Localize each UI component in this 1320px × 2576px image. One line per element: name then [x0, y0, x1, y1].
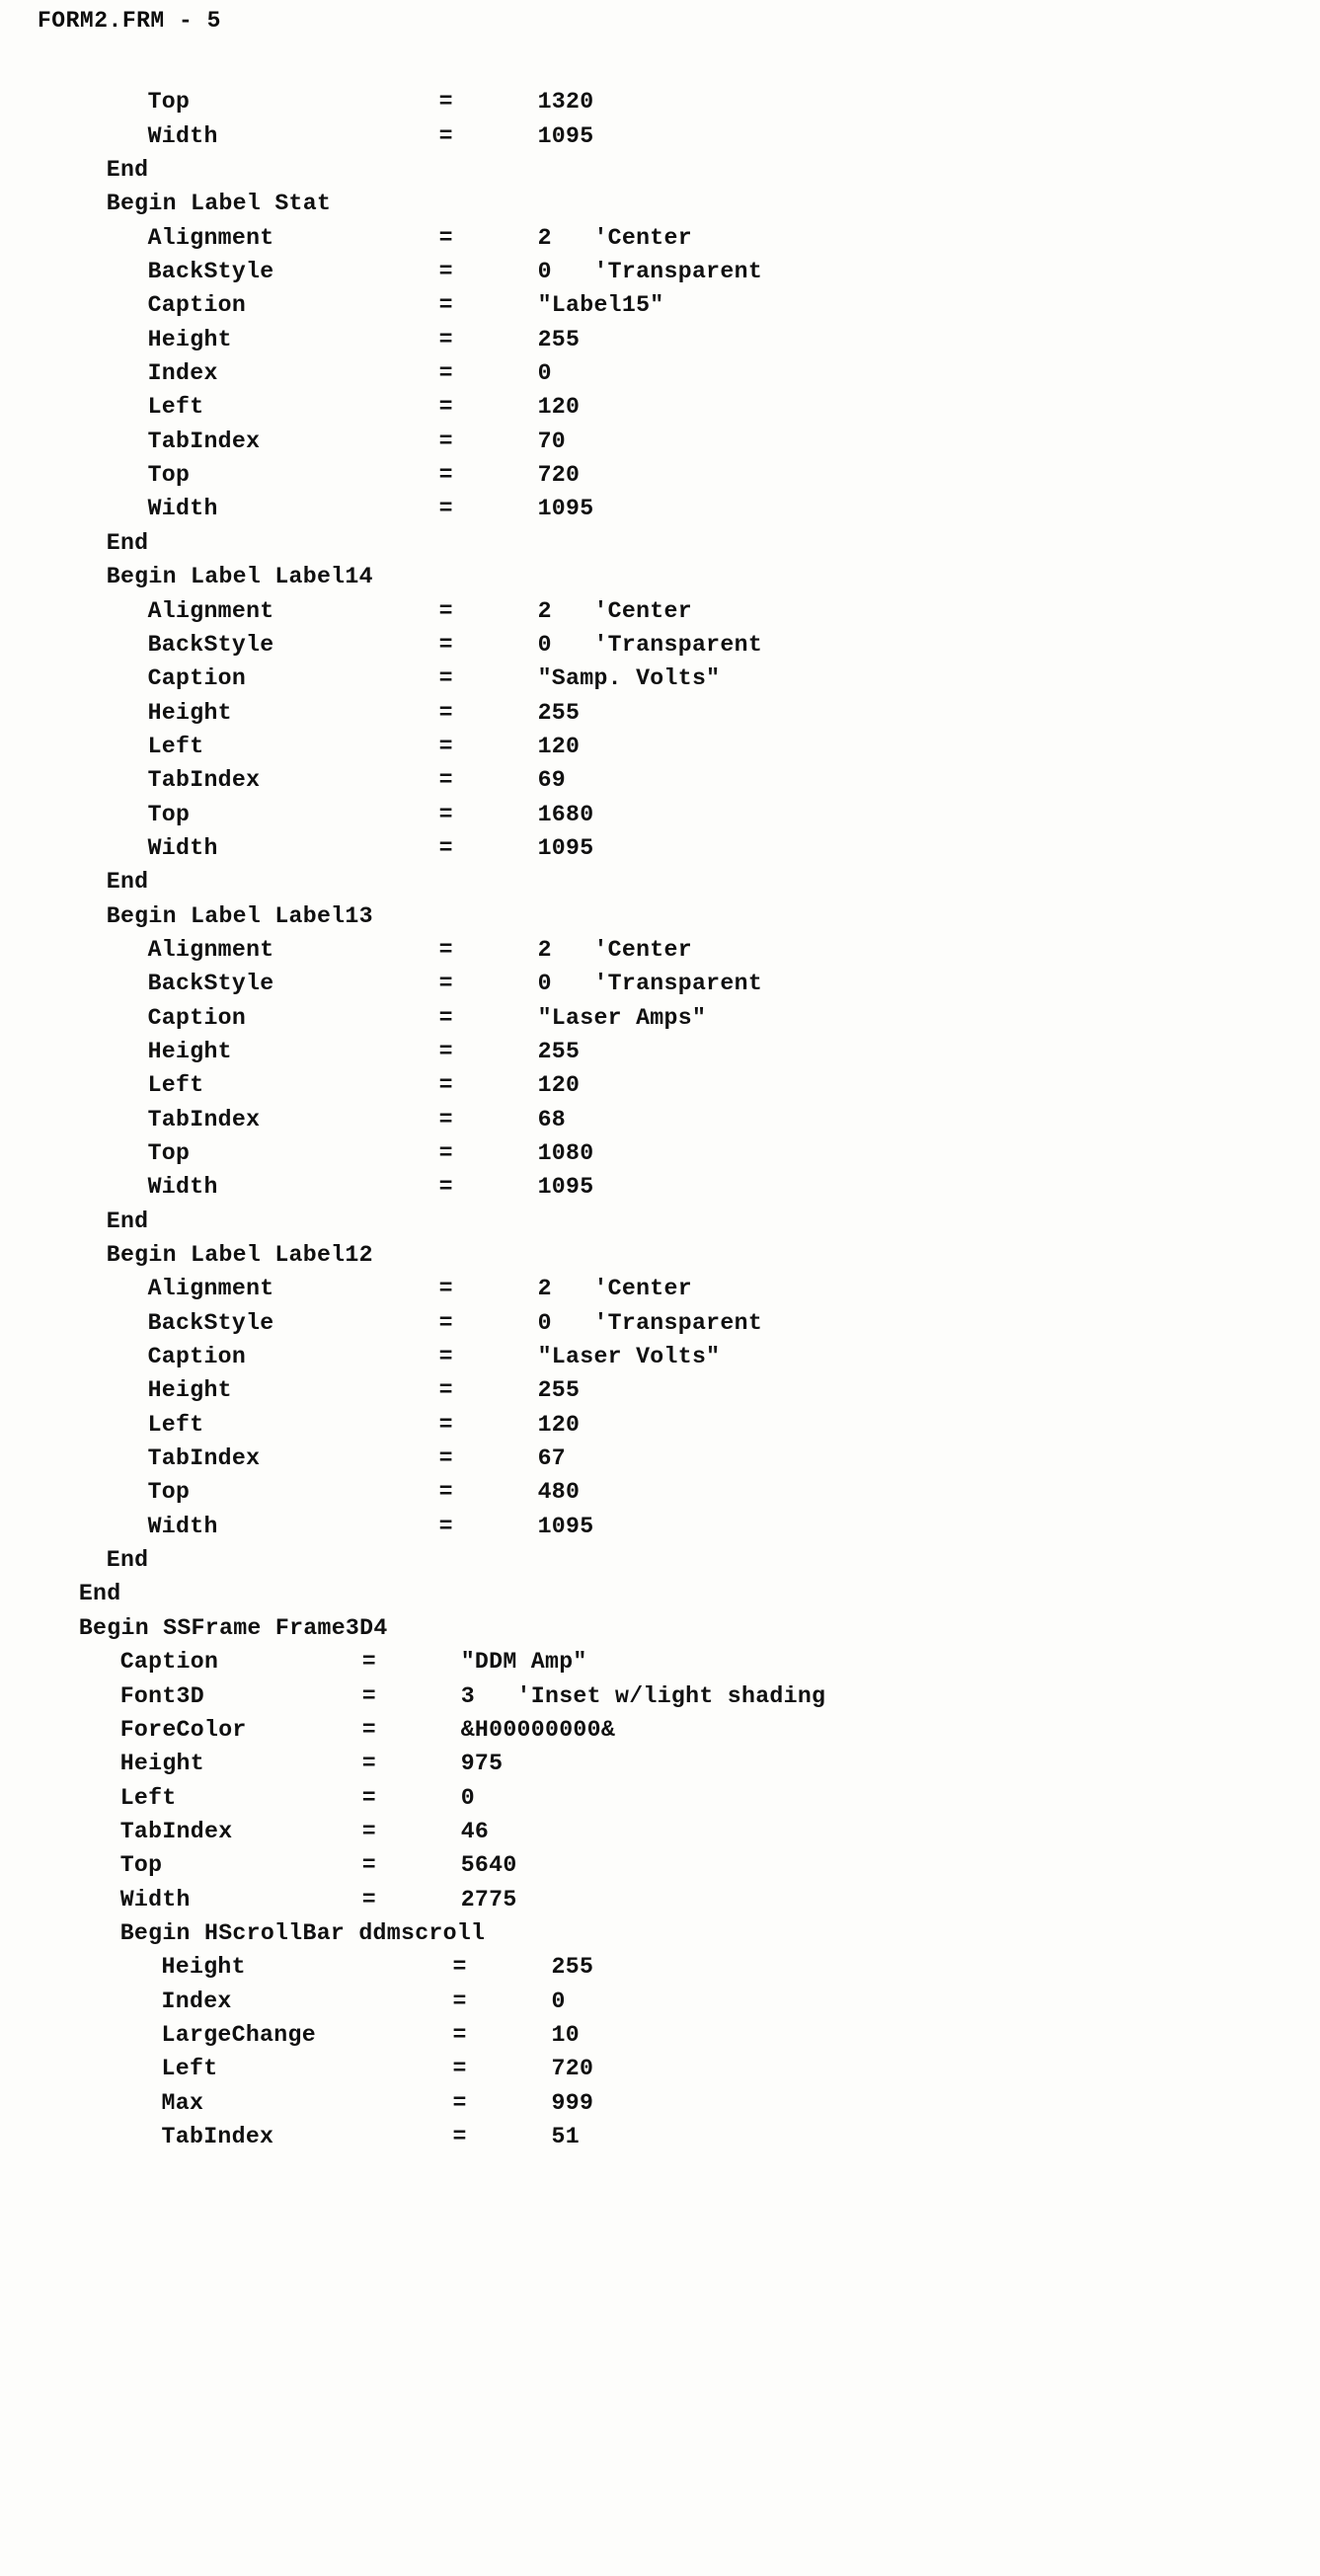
property-name: Index	[161, 1988, 232, 2014]
code-indent	[38, 526, 107, 560]
code-property-row	[38, 1510, 1291, 1543]
code-statement-line	[38, 1611, 1291, 1645]
property-equals-sign: =	[438, 259, 453, 285]
code-indent	[38, 1205, 107, 1238]
property-equals-sign: =	[438, 292, 453, 319]
property-value: 720	[537, 462, 581, 489]
property-equals-sign: =	[452, 2123, 467, 2149]
code-statement-text: End	[106, 869, 149, 896]
code-indent	[38, 492, 148, 525]
property-value: 255	[537, 699, 581, 726]
code-indent	[38, 390, 148, 424]
property-equals-sign: =	[438, 1513, 453, 1539]
code-indent	[38, 458, 148, 492]
property-equals-sign: =	[438, 428, 453, 454]
code-indent	[38, 1136, 148, 1170]
property-value: 2 'Center	[537, 1276, 692, 1302]
property-value: 67	[537, 1445, 567, 1472]
property-name: Top	[147, 1140, 191, 1166]
property-name: Height	[147, 699, 232, 726]
property-equals-sign: =	[438, 1479, 453, 1506]
code-indent	[38, 1510, 148, 1543]
code-property-row	[38, 1442, 1291, 1475]
code-indent	[38, 933, 148, 967]
property-equals-sign: =	[438, 224, 453, 251]
property-equals-sign: =	[438, 1004, 453, 1031]
property-value: 0 'Transparent	[537, 1309, 763, 1336]
code-property-row	[38, 356, 1291, 390]
property-name: TabIndex	[119, 1818, 233, 1844]
code-indent	[38, 1916, 120, 1950]
code-indent	[38, 2086, 162, 2120]
code-indent	[38, 221, 148, 255]
property-name: Width	[147, 122, 218, 149]
code-indent	[38, 356, 148, 390]
property-value: 120	[537, 1072, 581, 1099]
code-statement-line	[38, 526, 1291, 560]
code-statement-text: Begin HScrollBar ddmscroll	[119, 1919, 486, 1946]
code-property-row	[38, 1848, 1291, 1882]
code-indent	[38, 255, 148, 288]
code-indent	[38, 730, 148, 763]
code-statement-line	[38, 187, 1291, 220]
property-name: Caption	[147, 1004, 247, 1031]
property-value: 975	[460, 1751, 504, 1777]
property-equals-sign: =	[438, 699, 453, 726]
code-property-row	[38, 763, 1291, 797]
code-property-row	[38, 1103, 1291, 1136]
property-name: Top	[147, 462, 191, 489]
property-name: BackStyle	[147, 631, 274, 658]
property-value: 720	[551, 2056, 594, 2082]
property-equals-sign: =	[452, 1988, 467, 2014]
code-property-row	[38, 390, 1291, 424]
code-property-row	[38, 1001, 1291, 1035]
code-indent	[38, 628, 148, 662]
property-equals-sign: =	[438, 1038, 453, 1064]
property-equals-sign: =	[438, 665, 453, 692]
code-indent	[38, 865, 107, 898]
property-value: 2 'Center	[537, 597, 692, 624]
property-name: Caption	[119, 1649, 219, 1676]
property-value: 70	[537, 428, 567, 454]
code-property-row	[38, 1747, 1291, 1780]
code-statement-line	[38, 1238, 1291, 1272]
code-property-row	[38, 1679, 1291, 1713]
code-property-row	[38, 85, 1291, 118]
property-name: TabIndex	[147, 1445, 261, 1472]
property-equals-sign: =	[438, 631, 453, 658]
code-statement-text: End	[106, 529, 149, 556]
code-statement-text: Begin Label Stat	[106, 191, 332, 217]
property-name: Caption	[147, 1344, 247, 1370]
code-property-row	[38, 967, 1291, 1000]
property-equals-sign: =	[438, 936, 453, 963]
property-equals-sign: =	[361, 1716, 376, 1743]
code-indent	[38, 1373, 148, 1407]
code-property-row	[38, 2018, 1291, 2052]
code-property-row	[38, 1306, 1291, 1340]
code-indent	[38, 2052, 162, 2085]
code-property-row	[38, 1170, 1291, 1204]
code-indent	[38, 1475, 148, 1509]
property-value: 0 'Transparent	[537, 259, 763, 285]
property-equals-sign: =	[438, 1140, 453, 1166]
code-property-row	[38, 1136, 1291, 1170]
property-equals-sign: =	[361, 1886, 376, 1912]
property-equals-sign: =	[438, 496, 453, 522]
code-indent	[38, 831, 148, 865]
property-name: Left	[161, 2056, 218, 2082]
code-property-row	[38, 1475, 1291, 1509]
property-equals-sign: =	[438, 360, 453, 387]
code-indent	[38, 1001, 148, 1035]
property-name: TabIndex	[147, 428, 261, 454]
property-value: "DDM Amp"	[460, 1649, 587, 1676]
code-property-row	[38, 458, 1291, 492]
property-name: Left	[147, 1072, 204, 1099]
code-statement-text: End	[106, 1208, 149, 1234]
code-statement-line	[38, 1543, 1291, 1577]
code-indent	[38, 323, 148, 356]
code-property-row	[38, 831, 1291, 865]
code-statement-text: Begin Label Label13	[106, 902, 373, 929]
code-property-row	[38, 119, 1291, 153]
code-property-row	[38, 1373, 1291, 1407]
property-name: ForeColor	[119, 1716, 247, 1743]
code-property-row	[38, 1815, 1291, 1848]
property-value: 2775	[460, 1886, 517, 1912]
property-equals-sign: =	[438, 801, 453, 827]
property-name: Caption	[147, 665, 247, 692]
property-value: 255	[537, 1038, 581, 1064]
property-equals-sign: =	[438, 834, 453, 861]
property-equals-sign: =	[452, 2021, 467, 2048]
code-indent	[38, 1068, 148, 1102]
property-equals-sign: =	[438, 971, 453, 997]
code-property-row	[38, 2120, 1291, 2153]
property-value: 3 'Inset w/light shading	[460, 1682, 826, 1709]
property-equals-sign: =	[438, 597, 453, 624]
property-name: Top	[147, 89, 191, 116]
property-equals-sign: =	[361, 1751, 376, 1777]
property-name: Height	[147, 326, 232, 352]
property-name: BackStyle	[147, 971, 274, 997]
code-indent	[38, 85, 148, 118]
property-value: 0	[551, 1988, 566, 2014]
code-property-row	[38, 628, 1291, 662]
property-name: Width	[147, 496, 218, 522]
property-name: Alignment	[147, 1276, 274, 1302]
code-indent	[38, 153, 107, 187]
code-indent	[38, 425, 148, 458]
property-name: Max	[161, 2089, 204, 2116]
property-value: 1095	[537, 834, 594, 861]
property-value: "Samp. Volts"	[537, 665, 721, 692]
property-value: 46	[460, 1818, 490, 1844]
property-equals-sign: =	[452, 1954, 467, 1981]
code-statement-line	[38, 153, 1291, 187]
property-value: 255	[551, 1954, 594, 1981]
code-statement-line	[38, 560, 1291, 593]
code-indent	[38, 119, 148, 153]
code-indent	[38, 1103, 148, 1136]
code-property-row	[38, 662, 1291, 695]
property-value: 5640	[460, 1852, 517, 1879]
property-value: 1680	[537, 801, 594, 827]
code-property-row	[38, 1713, 1291, 1747]
property-value: 0	[460, 1784, 475, 1811]
property-equals-sign: =	[438, 733, 453, 759]
property-equals-sign: =	[438, 1174, 453, 1201]
code-property-row	[38, 323, 1291, 356]
code-statement-text: End	[78, 1581, 121, 1607]
property-name: Left	[147, 733, 204, 759]
code-property-row	[38, 1781, 1291, 1815]
code-indent	[38, 1848, 120, 1882]
code-indent	[38, 1306, 148, 1340]
page-header: FORM2.FRM - 5	[38, 8, 221, 34]
property-name: Width	[119, 1886, 191, 1912]
code-indent	[38, 187, 107, 220]
property-name: Left	[147, 1411, 204, 1438]
property-equals-sign: =	[452, 2089, 467, 2116]
property-value: 255	[537, 326, 581, 352]
code-statement-text: Begin Label Label12	[106, 1242, 373, 1269]
code-statement-text: End	[106, 1547, 149, 1574]
code-indent	[38, 763, 148, 797]
code-property-row	[38, 730, 1291, 763]
property-name: Height	[119, 1751, 204, 1777]
code-indent	[38, 1543, 107, 1577]
property-name: Height	[147, 1377, 232, 1404]
code-indent	[38, 1408, 148, 1442]
code-indent	[38, 1577, 79, 1610]
code-indent	[38, 288, 148, 322]
code-indent	[38, 560, 107, 593]
property-value: 255	[537, 1377, 581, 1404]
property-equals-sign: =	[438, 1445, 453, 1472]
property-value: 68	[537, 1106, 567, 1132]
property-name: Caption	[147, 292, 247, 319]
property-value: "Laser Amps"	[537, 1004, 707, 1031]
code-property-row	[38, 1645, 1291, 1678]
property-value: 10	[551, 2021, 580, 2048]
property-name: LargeChange	[161, 2021, 316, 2048]
property-value: 480	[537, 1479, 581, 1506]
code-indent	[38, 1815, 120, 1848]
property-name: BackStyle	[147, 259, 274, 285]
code-indent	[38, 1747, 120, 1780]
property-value: 1095	[537, 1513, 594, 1539]
code-indent	[38, 1272, 148, 1305]
property-equals-sign: =	[438, 1411, 453, 1438]
code-indent	[38, 1035, 148, 1068]
property-equals-sign: =	[438, 1276, 453, 1302]
code-statement-line	[38, 1577, 1291, 1610]
property-name: Index	[147, 360, 218, 387]
property-equals-sign: =	[438, 394, 453, 421]
code-indent	[38, 1611, 79, 1645]
property-equals-sign: =	[438, 1309, 453, 1336]
code-statement-line	[38, 865, 1291, 898]
property-value: 999	[551, 2089, 594, 2116]
code-property-row	[38, 1035, 1291, 1068]
property-equals-sign: =	[452, 2056, 467, 2082]
property-value: 120	[537, 394, 581, 421]
code-indent	[38, 1713, 120, 1747]
property-value: 0	[537, 360, 552, 387]
code-property-row	[38, 696, 1291, 730]
property-value: "Label15"	[537, 292, 664, 319]
code-indent	[38, 1679, 120, 1713]
property-equals-sign: =	[438, 122, 453, 149]
property-name: Width	[147, 834, 218, 861]
code-property-row	[38, 2052, 1291, 2085]
property-equals-sign: =	[438, 89, 453, 116]
code-indent	[38, 2018, 162, 2052]
code-property-row	[38, 798, 1291, 831]
code-indent	[38, 1883, 120, 1916]
code-property-row	[38, 933, 1291, 967]
code-indent	[38, 1950, 162, 1984]
property-equals-sign: =	[438, 1344, 453, 1370]
property-name: Top	[147, 1479, 191, 1506]
code-property-row	[38, 1340, 1291, 1373]
property-name: Alignment	[147, 224, 274, 251]
code-property-row	[38, 2086, 1291, 2120]
property-name: TabIndex	[147, 1106, 261, 1132]
code-statement-line	[38, 899, 1291, 933]
property-name: Height	[147, 1038, 232, 1064]
property-name: BackStyle	[147, 1309, 274, 1336]
code-indent	[38, 594, 148, 628]
property-equals-sign: =	[361, 1649, 376, 1676]
property-value: 0 'Transparent	[537, 631, 763, 658]
code-indent	[38, 967, 148, 1000]
code-property-row	[38, 1068, 1291, 1102]
property-value: 0 'Transparent	[537, 971, 763, 997]
property-equals-sign: =	[438, 462, 453, 489]
code-indent	[38, 1170, 148, 1204]
property-value: 2 'Center	[537, 224, 692, 251]
property-value: 120	[537, 733, 581, 759]
property-name: Height	[161, 1954, 246, 1981]
code-statement-text: End	[106, 157, 149, 184]
property-name: TabIndex	[161, 2123, 274, 2149]
property-value: 120	[537, 1411, 581, 1438]
source-code-listing	[38, 51, 1291, 2153]
property-name: Top	[119, 1852, 163, 1879]
property-name: Font3D	[119, 1682, 204, 1709]
property-value: 1095	[537, 122, 594, 149]
property-name: Width	[147, 1513, 218, 1539]
property-value: 69	[537, 767, 567, 794]
code-indent	[38, 1985, 162, 2018]
code-indent	[38, 899, 107, 933]
code-indent	[38, 798, 148, 831]
code-indent	[38, 1781, 120, 1815]
property-value: 1320	[537, 89, 594, 116]
code-property-row	[38, 1950, 1291, 1984]
code-property-row	[38, 425, 1291, 458]
property-name: Alignment	[147, 936, 274, 963]
code-property-row	[38, 1985, 1291, 2018]
property-name: Left	[147, 394, 204, 421]
property-name: Alignment	[147, 597, 274, 624]
code-indent	[38, 662, 148, 695]
code-indent	[38, 696, 148, 730]
property-value: 51	[551, 2123, 580, 2149]
property-equals-sign: =	[438, 1377, 453, 1404]
code-indent	[38, 2120, 162, 2153]
code-property-row	[38, 1272, 1291, 1305]
property-equals-sign: =	[361, 1784, 376, 1811]
property-value: 1080	[537, 1140, 594, 1166]
code-statement-text: Begin SSFrame Frame3D4	[78, 1614, 388, 1641]
property-value: &H00000000&	[460, 1716, 616, 1743]
property-equals-sign: =	[438, 1106, 453, 1132]
property-value: 2 'Center	[537, 936, 692, 963]
property-equals-sign: =	[438, 326, 453, 352]
property-equals-sign: =	[361, 1852, 376, 1879]
code-statement-line	[38, 1205, 1291, 1238]
code-property-row	[38, 492, 1291, 525]
property-value: 1095	[537, 1174, 594, 1201]
code-property-row	[38, 221, 1291, 255]
property-name: Top	[147, 801, 191, 827]
property-name: Left	[119, 1784, 177, 1811]
code-statement-line	[38, 1916, 1291, 1950]
code-indent	[38, 1442, 148, 1475]
code-blank-line	[38, 51, 1291, 85]
code-property-row	[38, 1883, 1291, 1916]
property-value: 1095	[537, 496, 594, 522]
code-indent	[38, 1645, 120, 1678]
code-statement-text: Begin Label Label14	[106, 564, 373, 590]
code-property-row	[38, 288, 1291, 322]
code-property-row	[38, 1408, 1291, 1442]
code-property-row	[38, 594, 1291, 628]
property-equals-sign: =	[438, 767, 453, 794]
property-equals-sign: =	[438, 1072, 453, 1099]
property-name: Width	[147, 1174, 218, 1201]
code-indent	[38, 1340, 148, 1373]
property-value: "Laser Volts"	[537, 1344, 721, 1370]
property-equals-sign: =	[361, 1818, 376, 1844]
code-property-row	[38, 255, 1291, 288]
property-name: TabIndex	[147, 767, 261, 794]
code-indent	[38, 1238, 107, 1272]
property-equals-sign: =	[361, 1682, 376, 1709]
